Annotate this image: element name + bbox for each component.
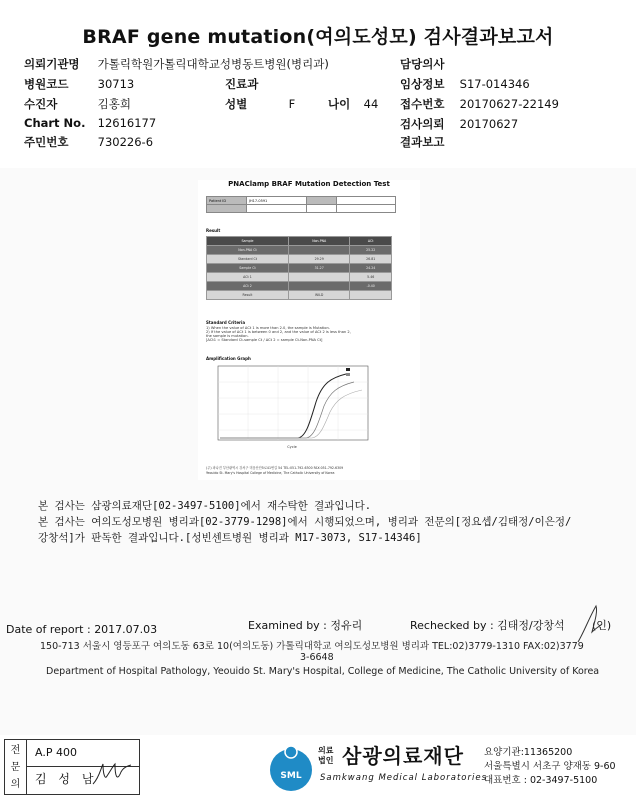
amplification-graph [206, 362, 374, 452]
standard-line-2: 2) If the value of ΔCt 1 is between 0 and 2, and the value of ΔCt 2 is less than 2, [206, 330, 351, 334]
scan-footer-line-1: (주) 파나진 부산광역시 강서구 미음산단5로41번길 54 TEL:051-792-6300 FAX:051-792-6309 [206, 466, 344, 470]
result-cell: -0.40 [350, 282, 392, 291]
result-cell [350, 291, 392, 300]
result-cell: Result [207, 291, 289, 300]
result-cell [288, 282, 349, 291]
result-row [207, 291, 392, 300]
result-cell: 31.27 [288, 264, 349, 273]
doctor-label: 담당의사 [400, 57, 445, 71]
standard-section-title: Standard Criteria [206, 320, 246, 325]
clinical-info-row [400, 76, 530, 92]
org-address: 서울특별시 서초구 양재동 9-60 [484, 761, 616, 772]
note-line-2: 본 검사는 여의도성모병원 병리과[02-3779-1298]에서 시행되었으며, 병리과 전문의[정요셉/김태정/이은정/ [38, 516, 572, 528]
patient-value: 김홍희 [97, 97, 131, 111]
address-ko: 150-713 서울시 영등포구 여의도동 63로 10(여의도동) 가톨릭대학교 여의도성모병원 병리과 TEL:02)3779-1310 FAX:02)3779 [40, 641, 584, 652]
org-type: 의료 법인 [318, 746, 334, 765]
amplification-section-title: Amplification Graph [206, 356, 251, 361]
department-row [225, 76, 258, 92]
note-line-3: 강창석]가 판독한 결과입니다.[성빈센트병원 병리과 M17-3073, S17-14346] [38, 532, 422, 544]
result-cell: ΔCt 2 [207, 282, 289, 291]
agency-number: 요양기관:11365200 [484, 747, 573, 758]
sex-value: F [288, 97, 296, 111]
result-table [206, 236, 392, 300]
rechecked-by [410, 617, 565, 633]
department-label: 진료과 [225, 77, 259, 91]
clinical-info-label: 임상정보 [400, 77, 445, 91]
result-cell: Standard Ct [207, 255, 289, 264]
patient-row [24, 96, 131, 112]
standard-line-3: the sample is mutation. [206, 334, 249, 338]
graph-x-label: Cycle [287, 445, 297, 449]
request-date-label: 검사의뢰 [400, 117, 445, 131]
doctor-box-side: 전 문 의 [5, 740, 27, 794]
sex-label: 성별 [225, 97, 248, 111]
date-of-report [6, 623, 157, 636]
examined-by [248, 617, 362, 633]
hospital-code-row [24, 76, 134, 92]
resident-no-label: 주민번호 [24, 135, 69, 149]
ap-number: A.P 400 [35, 746, 77, 759]
clinical-info-value: S17-014346 [459, 77, 530, 91]
result-cell: 26.81 [350, 255, 392, 264]
result-cell: WILD [288, 291, 349, 300]
result-row [207, 255, 392, 264]
scan-footer-line-2: Yeouido St. Mary's Hospital College of Medicine, The Catholic University of Korea [206, 471, 335, 475]
result-cell: Sample [207, 237, 289, 246]
result-row [207, 273, 392, 282]
doctor-signature [91, 760, 135, 790]
org-phone: 대표번호 : 02-3497-5100 [484, 775, 598, 786]
examined-value: 정유리 [330, 619, 363, 632]
address-ko-2: 3-6648 [300, 652, 334, 663]
date-of-report-value: 2017.07.03 [94, 623, 158, 636]
date-of-report-label: Date of report : [6, 623, 91, 636]
graph-frame [218, 366, 368, 440]
result-cell: 5.46 [350, 273, 392, 282]
result-cell: Non-PNA Ct [207, 246, 289, 255]
chart-no-label: Chart No. [24, 116, 86, 130]
result-cell: ΔCt [350, 237, 392, 246]
result-report-row [400, 134, 444, 150]
result-row [207, 282, 392, 291]
scan-title: PNAClamp BRAF Mutation Detection Test [228, 180, 390, 188]
examined-label: Examined by : [248, 619, 327, 632]
chart-no-row [24, 116, 156, 130]
result-cell: Sample Ct [207, 264, 289, 273]
request-date-value: 20170627 [459, 117, 519, 131]
org-name: 삼광의료재단 [342, 744, 464, 768]
doctor-row [400, 56, 444, 72]
patient-label: 수진자 [24, 97, 58, 111]
legend-swatch-2 [346, 373, 350, 376]
logo-text: SML [280, 771, 302, 781]
chart-no-value: 12616177 [97, 116, 157, 130]
standard-line-1: 1) When the value of ΔCt 1 is more than 2.0, the sample is Mutation. [206, 326, 330, 330]
age-value: 44 [363, 97, 379, 111]
doctor-name: 김 성 남 [35, 772, 98, 786]
doctor-box [4, 739, 140, 795]
institution-value: 가톨릭학원가톨릭대학교성병동트병원(병리과) [97, 57, 329, 71]
result-cell [288, 246, 349, 255]
result-row [207, 264, 392, 273]
result-row [207, 246, 392, 255]
legend-swatch-1 [346, 368, 350, 371]
patient-id-value: JH17-0591 [247, 197, 307, 205]
address-en: Department of Hospital Pathology, Yeouido St. Mary's Hospital, College of Medicine, The Catholic University of Korea [46, 666, 600, 677]
result-row [207, 237, 392, 246]
result-cell [288, 273, 349, 282]
request-date-row [400, 116, 518, 132]
rechecked-label: Rechecked by : [410, 619, 494, 632]
institution-row [24, 56, 329, 72]
resident-no-row [24, 134, 153, 150]
note-line-1: 본 검사는 삼광의료재단[02-3497-5100]에서 재수탁한 결과입니다. [38, 500, 372, 512]
receipt-no-value: 20170627-22149 [459, 97, 559, 111]
rechecked-value: 김태정/강창석 [497, 619, 565, 632]
report-title: BRAF gene mutation(여의도성모) 검사결과보고서 [82, 26, 554, 48]
standard-line-4: [ΔCt1 = Standard Ct-sample Ct / ΔCt 2 = sample Ct-Non-PNA Ct] [206, 338, 323, 342]
patient-id-table [206, 196, 396, 213]
result-cell: ΔCt 1 [207, 273, 289, 282]
age-label: 나이 [328, 97, 351, 111]
result-report-label: 결과보고 [400, 135, 445, 149]
result-cell: 25.22 [350, 246, 392, 255]
receipt-no-label: 접수번호 [400, 97, 445, 111]
receipt-no-row [400, 96, 559, 112]
result-cell: Non-PNA [288, 237, 349, 246]
result-section-title: Result [206, 228, 221, 233]
hospital-code-value: 30713 [97, 77, 135, 91]
sml-logo-icon [266, 740, 316, 796]
sex-row [225, 96, 295, 112]
age-row [328, 96, 378, 112]
result-cell: 29.29 [288, 255, 349, 264]
hospital-code-label: 병원코드 [24, 77, 69, 91]
org-name-en: Samkwang Medical Laboratories [320, 773, 488, 783]
seal-mark: (인) [592, 619, 612, 632]
result-cell: 24.24 [350, 264, 392, 273]
resident-no-value: 730226-6 [97, 135, 154, 149]
scanned-report [198, 180, 420, 480]
institution-label: 의뢰기관명 [24, 57, 80, 71]
patient-id-label: Patient ID [207, 197, 247, 205]
